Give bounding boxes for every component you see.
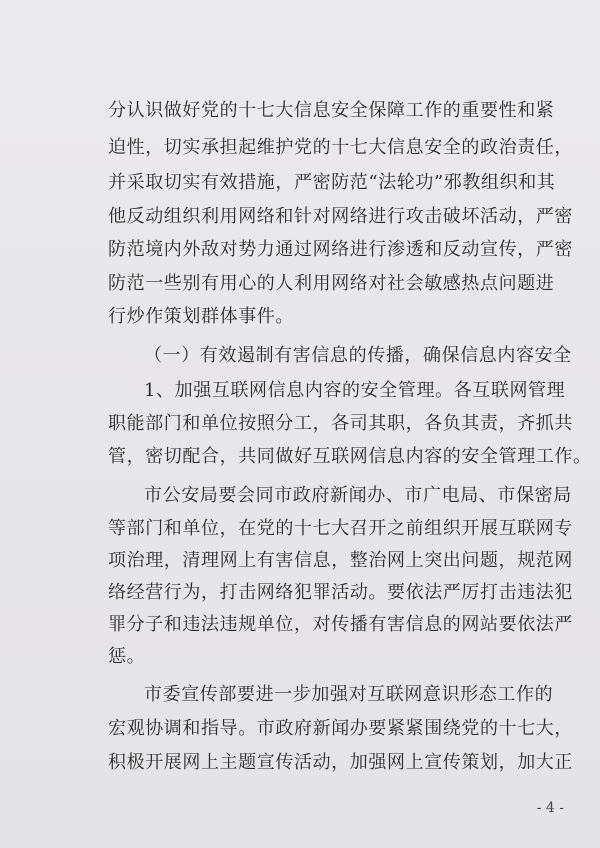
text-line: 项治理，清理网上有害信息，整治网上突出问题，规范网 — [108, 550, 573, 571]
text-line: 防范一些别有用心的人利用网络对社会敏感热点问题进 — [108, 273, 555, 294]
text-line: 1、加强互联网信息内容的安全管理。各互联网管理 — [144, 380, 566, 401]
section-heading: （一）有效遏制有害信息的传播，确保信息内容安全 — [144, 345, 572, 366]
text-line: 管，密切配合，共同做好互联网信息内容的安全管理工作。 — [108, 446, 592, 467]
text-line: 络经营行为，打击网络犯罪活动。要依法严厉打击违法犯 — [108, 582, 573, 603]
page-number: - 4 - — [536, 800, 564, 816]
text-line: 分认识做好党的十七大信息安全保障工作的重要性和紧 — [108, 100, 555, 121]
text-line: 迫性，切实承担起维护党的十七大信息安全的政治责任， — [108, 137, 573, 158]
text-line: 防范境内外敌对势力通过网络进行渗透和反动宣传，严密 — [108, 239, 573, 260]
text-line: 市公安局要会同市政府新闻办、市广电局、市保密局 — [144, 485, 572, 506]
text-line: 他反动组织利用网络和针对网络进行攻击破坏活动，严密 — [108, 206, 573, 227]
text-line: 并采取切实有效措施，严密防范“法轮功”邪教组织和其 — [108, 172, 556, 193]
text-line: 行炒作策划群体事件。 — [108, 306, 294, 327]
text-line: 职能部门和单位按照分工，各司其职，各负其责，齐抓共 — [108, 413, 573, 434]
text-line: 积极开展网上主题宣传活动，加强网上宣传策划，加大正 — [108, 752, 573, 773]
text-line: 等部门和单位，在党的十七大召开之前组织开展互联网专 — [108, 518, 573, 539]
text-line: 惩。 — [108, 646, 146, 667]
text-line: 罪分子和违法违规单位，对传播有害信息的网站要依法严 — [108, 614, 573, 635]
text-line: 宏观协调和指导。市政府新闻办要紧紧围绕党的十七大， — [108, 718, 573, 739]
text-line: 市委宣传部要进一步加强对互联网意识形态工作的 — [144, 684, 554, 705]
